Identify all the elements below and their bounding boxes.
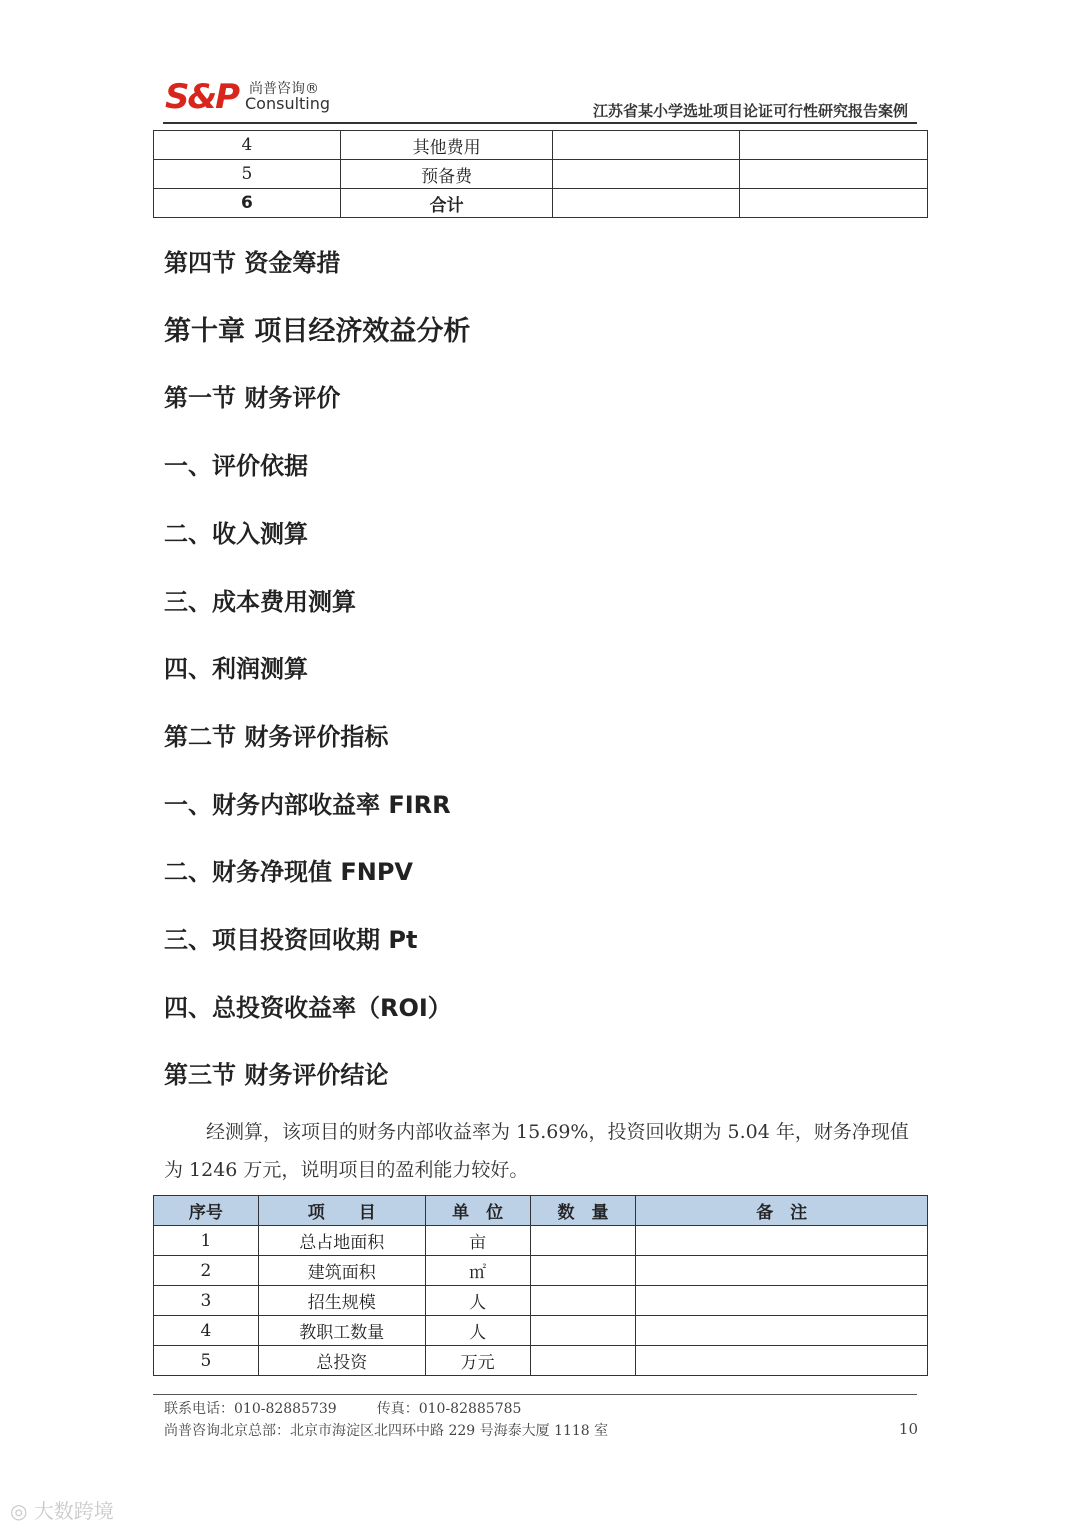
table-row (154, 1346, 928, 1376)
watermark (10, 1495, 114, 1524)
table-row (154, 160, 928, 189)
table-cell (740, 189, 928, 218)
table-cell (636, 1256, 928, 1286)
table-cell: 2 (154, 1256, 259, 1286)
document-header-title: 江苏省某小学选址项目论证可行性研究报告案例 (592, 102, 908, 120)
table-cell: 其他费用 (340, 131, 553, 160)
table-row (154, 1226, 928, 1256)
table-cell: 5 (154, 160, 341, 189)
table-cell (740, 160, 928, 189)
footer-address: 尚普咨询北京总部：北京市海淀区北四环中路 229 号海泰大厦 1118 室 (164, 1423, 609, 1439)
table-cell: 1 (154, 1226, 259, 1256)
section-heading-conclusion: 第三节 财务评价结论 (164, 1061, 389, 1089)
table-cell: 总占地面积 (258, 1226, 425, 1256)
watermark-icon: ◎ (10, 1499, 34, 1523)
table-cell (636, 1286, 928, 1316)
table-cell (636, 1316, 928, 1346)
table-cell: 3 (154, 1286, 259, 1316)
column-header: 备 注 (636, 1196, 928, 1226)
column-header: 数 量 (530, 1196, 636, 1226)
logo-chinese-name: 尚普咨询® (249, 81, 319, 97)
project-summary-table (153, 1195, 928, 1376)
watermark-text: 大数跨境 (33, 1499, 114, 1523)
table-cell: 6 (154, 189, 341, 218)
table-cell: 人 (425, 1316, 530, 1346)
table-row (154, 1316, 928, 1346)
subheading-basis: 一、评价依据 (164, 452, 308, 480)
table-cell (553, 131, 740, 160)
table-cell: 5 (154, 1346, 259, 1376)
subheading-firr: 一、财务内部收益率 FIRR (164, 791, 451, 819)
page-number: 10 (898, 1420, 918, 1438)
table-cell: 万元 (425, 1346, 530, 1376)
table-cell (636, 1346, 928, 1376)
subheading-income: 二、收入测算 (164, 520, 308, 548)
table-header-row (154, 1196, 928, 1226)
table-cell (530, 1316, 636, 1346)
header-divider (163, 122, 917, 124)
subheading-profit: 四、利润测算 (164, 655, 308, 683)
table-cell: 亩 (425, 1226, 530, 1256)
table-cell (740, 131, 928, 160)
table-row (154, 1256, 928, 1286)
table-row-total (154, 189, 928, 218)
subheading-fnpv: 二、财务净现值 FNPV (164, 858, 413, 886)
subheading-cost: 三、成本费用测算 (164, 588, 356, 616)
footer-divider (153, 1394, 917, 1395)
logo-mark: S&P (165, 77, 239, 117)
table-cell: 预备费 (340, 160, 553, 189)
table-cell: ㎡ (425, 1256, 530, 1286)
table-row (154, 1286, 928, 1316)
table-cell: 4 (154, 1316, 259, 1346)
column-header: 序号 (154, 1196, 259, 1226)
conclusion-text: 经测算，该项目的财务内部收益率为 15.69%，投资回收期为 5.04 年，财务净现值为 1246 万元，说明项目的盈利能力较好。 (164, 1121, 909, 1181)
table-cell (553, 189, 740, 218)
table-cell (636, 1226, 928, 1256)
subheading-roi: 四、总投资收益率（ROI） (164, 994, 452, 1022)
table-cell (530, 1226, 636, 1256)
footer-fax: 传真：010-82885785 (376, 1401, 522, 1417)
table-cell: 总投资 (258, 1346, 425, 1376)
section-heading-financial-evaluation: 第一节 财务评价 (164, 384, 341, 412)
table-cell: 人 (425, 1286, 530, 1316)
table-cell: 4 (154, 131, 341, 160)
section-heading-indicators: 第二节 财务评价指标 (164, 723, 389, 751)
column-header: 项 目 (258, 1196, 425, 1226)
logo-english-name: Consulting (245, 94, 331, 113)
table-cell: 招生规模 (258, 1286, 425, 1316)
subheading-payback: 三、项目投资回收期 Pt (164, 926, 418, 954)
conclusion-paragraph (164, 1113, 919, 1189)
table-cell (553, 160, 740, 189)
chapter-heading: 第十章 项目经济效益分析 (164, 316, 471, 347)
footer-phone: 联系电话：010-82885739 (164, 1401, 337, 1417)
table-cell: 建筑面积 (258, 1256, 425, 1286)
table-cell (530, 1286, 636, 1316)
table-row (154, 131, 928, 160)
table-cell: 合计 (340, 189, 553, 218)
table-cell (530, 1346, 636, 1376)
table-cell (530, 1256, 636, 1286)
footer-contact (164, 1398, 521, 1418)
investment-table (153, 130, 928, 218)
table-cell: 教职工数量 (258, 1316, 425, 1346)
section-heading-funding: 第四节 资金筹措 (164, 249, 341, 277)
column-header: 单 位 (425, 1196, 530, 1226)
